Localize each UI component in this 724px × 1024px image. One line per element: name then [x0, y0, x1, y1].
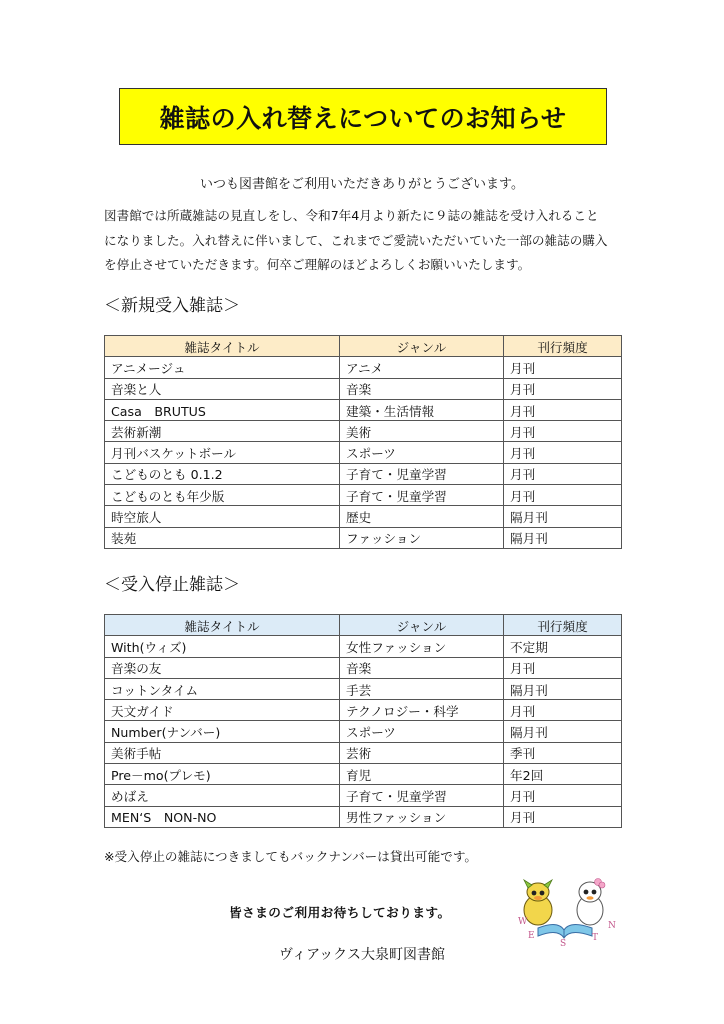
table-row — [105, 357, 622, 378]
magazine-genre: 子育て・児童学習 — [340, 485, 504, 506]
magazine-genre: 子育て・児童学習 — [340, 785, 504, 806]
magazine-title: 音楽の友 — [105, 657, 340, 678]
mascot-letter: S — [560, 939, 567, 946]
magazine-genre: 美術 — [340, 421, 504, 442]
closing-message: 皆さまのご利用お待ちしております。 — [229, 905, 451, 920]
magazine-genre: 手芸 — [340, 678, 504, 699]
mascot-letter: E — [528, 931, 535, 941]
magazine-frequency: 月刊 — [504, 700, 622, 721]
magazine-frequency: 月刊 — [504, 657, 622, 678]
magazine-frequency: 月刊 — [504, 806, 622, 827]
magazine-genre: 男性ファッション — [340, 806, 504, 827]
intro-paragraph: 図書館では所蔵雑誌の見直しをし、令和7年4月より新たに９誌の雑誌を受け入れること になりました。入れ替えに伴いまして、これまでご愛読いただいていた一部の雑誌の購入 を停止させていただきます。何卒ご理解のほどよろしくお願いいたします。 — [104, 208, 608, 272]
table-row — [105, 678, 622, 699]
magazine-genre: 音楽 — [340, 378, 504, 399]
table-header-row — [105, 336, 622, 357]
mascot-letter: W — [518, 917, 528, 927]
magazine-frequency: 隔月刊 — [504, 506, 622, 527]
magazine-frequency: 月刊 — [504, 421, 622, 442]
magazine-title: 装苑 — [105, 527, 340, 548]
magazine-frequency: 月刊 — [504, 378, 622, 399]
stopped-magazines-heading: ＜受入停止雑誌＞ — [104, 575, 240, 595]
magazine-frequency: 月刊 — [504, 442, 622, 463]
column-header-genre: ジャンル — [340, 615, 504, 636]
magazine-genre: 芸術 — [340, 742, 504, 763]
table-row — [105, 463, 622, 484]
magazine-title: 時空旅人 — [105, 506, 340, 527]
magazine-title: 天文ガイド — [105, 700, 340, 721]
column-header-title: 雑誌タイトル — [105, 336, 340, 357]
new-magazines-table — [104, 335, 622, 549]
table-row — [105, 657, 622, 678]
magazine-frequency: 年2回 — [504, 764, 622, 785]
magazine-genre: 音楽 — [340, 657, 504, 678]
magazine-title: コットンタイム — [105, 678, 340, 699]
table-row — [105, 527, 622, 548]
table-row — [105, 636, 622, 657]
magazine-title: 美術手帖 — [105, 742, 340, 763]
column-header-frequency: 刊行頻度 — [504, 615, 622, 636]
magazine-title: めばえ — [105, 785, 340, 806]
magazine-frequency: 隔月刊 — [504, 721, 622, 742]
column-header-frequency: 刊行頻度 — [504, 336, 622, 357]
table-row — [105, 442, 622, 463]
magazine-title: こどものとも 0.1.2 — [105, 463, 340, 484]
magazine-title: MEN‘S NON-NO — [105, 806, 340, 827]
magazine-title: 月刊バスケットボール — [105, 442, 340, 463]
library-name: ヴィアックス大泉町図書館 — [278, 947, 446, 963]
table-row — [105, 700, 622, 721]
magazine-genre: スポーツ — [340, 442, 504, 463]
magazine-title: 音楽と人 — [105, 378, 340, 399]
magazine-title: 芸術新潮 — [105, 421, 340, 442]
table-row — [105, 764, 622, 785]
magazine-genre: テクノロジー・科学 — [340, 700, 504, 721]
magazine-frequency: 不定期 — [504, 636, 622, 657]
magazine-frequency: 月刊 — [504, 785, 622, 806]
magazine-genre: ファッション — [340, 527, 504, 548]
magazine-genre: 歴史 — [340, 506, 504, 527]
column-header-title: 雑誌タイトル — [105, 615, 340, 636]
backnumber-note: ※受入停止の雑誌につきましてもバックナンバーは貸出可能です。 — [104, 849, 477, 864]
table-row — [105, 378, 622, 399]
magazine-genre: 育児 — [340, 764, 504, 785]
magazine-frequency: 月刊 — [504, 357, 622, 378]
magazine-frequency: 季刊 — [504, 742, 622, 763]
magazine-frequency: 隔月刊 — [504, 527, 622, 548]
new-magazines-heading: ＜新規受入雑誌＞ — [104, 296, 240, 316]
magazine-title: With(ウィズ) — [105, 636, 340, 657]
magazine-title: Number(ナンバー) — [105, 721, 340, 742]
stopped-magazines-table — [104, 614, 622, 828]
magazine-title: Casa BRUTUS — [105, 399, 340, 420]
magazine-genre: 子育て・児童学習 — [340, 463, 504, 484]
table-row — [105, 785, 622, 806]
magazine-frequency: 月刊 — [504, 485, 622, 506]
table-row — [105, 742, 622, 763]
magazine-frequency: 月刊 — [504, 463, 622, 484]
notice-title-box — [119, 88, 607, 145]
greeting-text: いつも図書館をご利用いただきありがとうございます。 — [200, 177, 524, 192]
magazine-title: Pre－mo(プレモ) — [105, 764, 340, 785]
magazine-frequency: 月刊 — [504, 399, 622, 420]
magazine-genre: 女性ファッション — [340, 636, 504, 657]
magazine-title: こどものとも年少版 — [105, 485, 340, 506]
library-mascots-illustration — [508, 870, 620, 946]
table-row — [105, 721, 622, 742]
notice-title: 雑誌の入れ替えについてのお知らせ — [159, 103, 567, 133]
mascot-letter: N — [608, 921, 616, 931]
magazine-title: アニメージュ — [105, 357, 340, 378]
magazine-frequency: 隔月刊 — [504, 678, 622, 699]
mascot-letter: T — [592, 933, 599, 943]
table-row — [105, 806, 622, 827]
magazine-genre: スポーツ — [340, 721, 504, 742]
table-header-row — [105, 615, 622, 636]
column-header-genre: ジャンル — [340, 336, 504, 357]
magazine-genre: 建築・生活情報 — [340, 399, 504, 420]
table-row — [105, 485, 622, 506]
table-row — [105, 421, 622, 442]
magazine-genre: アニメ — [340, 357, 504, 378]
table-row — [105, 506, 622, 527]
table-row — [105, 399, 622, 420]
